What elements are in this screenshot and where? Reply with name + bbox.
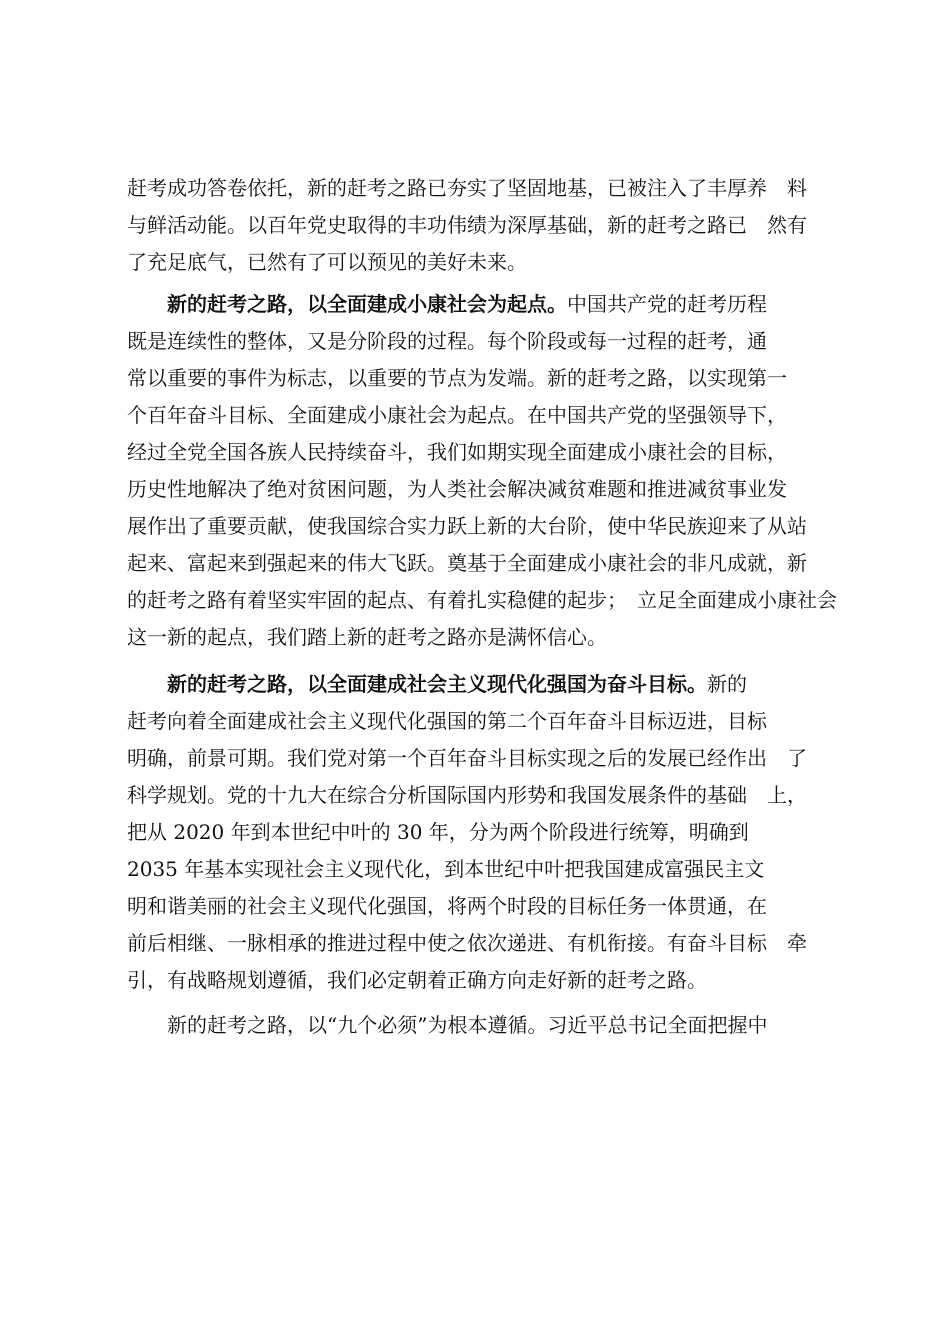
paragraph-3-first-line-text: 新的 bbox=[707, 672, 747, 696]
paragraph-1-line-3: 了充足底气，已然有了可以预见的美好未来。 bbox=[127, 250, 527, 274]
paragraph-2-line: 常以重要的事件为标志，以重要的节点为发端。新的赶考之路，以实现第一 bbox=[127, 366, 787, 390]
paragraph-2-line: 历史性地解决了绝对贫困问题，为人类社会解决减贫难题和推进减贫事业发 bbox=[127, 477, 787, 501]
paragraph-2-first-line bbox=[167, 290, 767, 318]
paragraph-2-line: 既是连续性的整体，又是分阶段的过程。每个阶段或每一过程的赶考，通 bbox=[127, 329, 767, 353]
paragraph-3-heading: 新的赶考之路，以全面建成社会主义现代化强国为奋斗目标。 bbox=[167, 672, 707, 696]
paragraph-1-line-1: 赶考成功答卷依托，新的赶考之路已夯实了坚固地基，已被注入了丰厚养 料 bbox=[127, 176, 807, 200]
paragraph-3-first-line bbox=[167, 670, 747, 698]
paragraph-3-line: 明确，前景可期。我们党对第一个百年奋斗目标实现之后的发展已经作出 了 bbox=[127, 746, 807, 770]
paragraph-3-line: 引，有战略规划遵循，我们必定朝着正确方向走好新的赶考之路。 bbox=[127, 968, 707, 992]
paragraph-1-line-2: 与鲜活动能。以百年党史取得的丰功伟绩为深厚基础，新的赶考之路已 然有 bbox=[127, 213, 807, 237]
paragraph-2-line: 展作出了重要贡献，使我国综合实力跃上新的大台阶，使中华民族迎来了从站 bbox=[127, 514, 807, 538]
paragraph-2-line: 个百年奋斗目标、全面建成小康社会为起点。在中国共产党的坚强领导下， bbox=[127, 403, 787, 427]
paragraph-3-line: 前后相继、一脉相承的推进过程中使之依次递进、有机衔接。有奋斗目标 牵 bbox=[127, 931, 807, 955]
paragraph-2-line: 这一新的起点，我们踏上新的赶考之路亦是满怀信心。 bbox=[127, 625, 607, 649]
paragraph-3-line: 科学规划。党的十九大在综合分析国际国内形势和我国发展条件的基础 上， bbox=[127, 783, 807, 807]
paragraph-2-line: 的赶考之路有着坚实牢固的起点、有着扎实稳健的起步； 立足全面建成小康社会 bbox=[127, 588, 837, 612]
paragraph-3-line: 明和谐美丽的社会主义现代化强国，将两个时段的目标任务一体贯通，在 bbox=[127, 894, 767, 918]
paragraph-2-first-line-text: 中国共产党的赶考历程 bbox=[567, 292, 767, 316]
paragraph-2-heading: 新的赶考之路，以全面建成小康社会为起点。 bbox=[167, 292, 567, 316]
paragraph-2-line: 经过全党全国各族人民持续奋斗，我们如期实现全面建成小康社会的目标， bbox=[127, 440, 787, 464]
paragraph-3-line: 把从 2020 年到本世纪中叶的 30 年，分为两个阶段进行统筹，明确到 bbox=[127, 820, 749, 844]
paragraph-4-first-line: 新的赶考之路，以“九个必须”为根本遵循。习近平总书记全面把握中 bbox=[167, 1013, 768, 1037]
paragraph-3-line: 赶考向着全面建成社会主义现代化强国的第二个百年奋斗目标迈进，目标 bbox=[127, 709, 767, 733]
paragraph-2-line: 起来、富起来到强起来的伟大飞跃。奠基于全面建成小康社会的非凡成就，新 bbox=[127, 551, 807, 575]
paragraph-3-line: 2035 年基本实现社会主义现代化，到本世纪中叶把我国建成富强民主文 bbox=[127, 857, 765, 881]
